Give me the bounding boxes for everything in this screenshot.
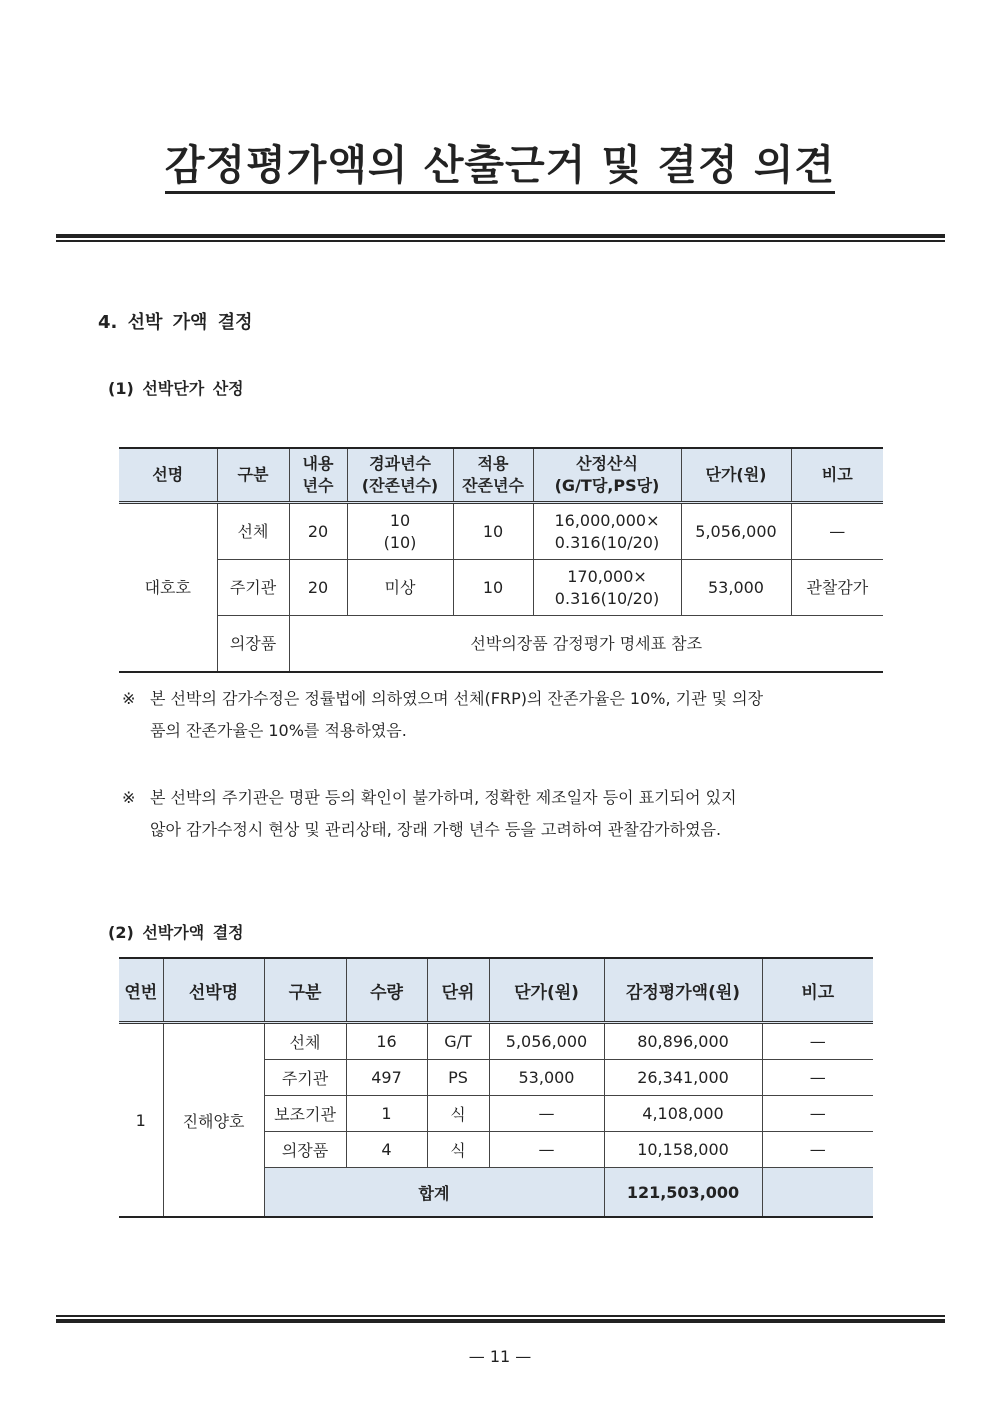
price-cell: —: [489, 1096, 604, 1132]
quantity-cell: 4: [346, 1132, 427, 1168]
header-unit-price: 단가(원): [681, 448, 791, 503]
header-formula: 산정산식 (G/T당,PS당): [533, 448, 681, 503]
note-cell: —: [762, 1096, 873, 1132]
header-no: 연번: [119, 958, 163, 1023]
note-main-engine: [122, 782, 884, 846]
category-cell: 주기관: [217, 560, 289, 616]
price-cell: 5,056,000: [489, 1023, 604, 1060]
note-mark: ※: [122, 788, 136, 807]
unit-cell: G/T: [427, 1023, 489, 1060]
page-number: — 11 —: [468, 1347, 532, 1366]
note-cell: 관찰감가: [791, 560, 883, 616]
quantity-cell: 497: [346, 1060, 427, 1096]
header-remarks: 비고: [791, 448, 883, 503]
category-cell: 의장품: [264, 1132, 346, 1168]
merged-reference-cell: 선박의장품 감정평가 명세표 참조: [289, 616, 883, 673]
table-row: [119, 616, 883, 673]
note-line: 품의 잔존가율은 10%를 적용하였음.: [150, 721, 407, 740]
total-note-cell: [762, 1168, 873, 1218]
header-quantity: 수량: [346, 958, 427, 1023]
header-applied-remaining: 적용 잔존년수: [453, 448, 533, 503]
note-mark: ※: [122, 689, 136, 708]
table-row: [119, 560, 883, 616]
category-cell: 의장품: [217, 616, 289, 673]
header-elapsed-years: 경과년수 (잔존년수): [347, 448, 453, 503]
header-useful-life: 내용 년수: [289, 448, 347, 503]
quantity-cell: 1: [346, 1096, 427, 1132]
page-title: 감정평가액의 산출근거 및 결정 의견: [0, 132, 1000, 191]
amount-cell: 10,158,000: [604, 1132, 762, 1168]
elapsed-cell: 10 (10): [347, 503, 453, 560]
table-header-row: [119, 958, 873, 1023]
vessel-name-cell: 대호호: [119, 503, 217, 673]
header-unit: 단위: [427, 958, 489, 1023]
unit-cell: 식: [427, 1096, 489, 1132]
header-vessel-name: 선박명: [163, 958, 264, 1023]
row-number-cell: 1: [119, 1023, 163, 1218]
note-line: 않아 감가수정시 현상 및 관리상태, 장래 가행 년수 등을 고려하여 관찰감가하였음.: [150, 820, 722, 839]
amount-cell: 26,341,000: [604, 1060, 762, 1096]
formula-cell: 170,000× 0.316(10/20): [533, 560, 681, 616]
price-cell: 53,000: [681, 560, 791, 616]
valuation-table: [119, 957, 873, 1218]
price-cell: 5,056,000: [681, 503, 791, 560]
applied-cell: 10: [453, 503, 533, 560]
header-appraised-value: 감정평가액(원): [604, 958, 762, 1023]
life-cell: 20: [289, 560, 347, 616]
bottom-divider: [56, 1315, 945, 1323]
table-header-row: [119, 448, 883, 503]
section-heading: 4. 선박 가액 결정: [98, 312, 253, 333]
unit-price-table: [119, 447, 883, 673]
note-line: 본 선박의 주기관은 명판 등의 확인이 불가하며, 정확한 제조일자 등이 표기되어 있지: [150, 788, 737, 807]
category-cell: 선체: [264, 1023, 346, 1060]
total-amount-cell: 121,503,000: [604, 1168, 762, 1218]
category-cell: 선체: [217, 503, 289, 560]
formula-cell: 16,000,000× 0.316(10/20): [533, 503, 681, 560]
vessel-name-cell: 진해양호: [163, 1023, 264, 1218]
unit-cell: PS: [427, 1060, 489, 1096]
elapsed-cell: 미상: [347, 560, 453, 616]
note-cell: —: [762, 1023, 873, 1060]
life-cell: 20: [289, 503, 347, 560]
note-cell: —: [762, 1060, 873, 1096]
note-cell: —: [791, 503, 883, 560]
subsection-heading-valuation: (2) 선박가액 결정: [108, 923, 244, 942]
header-remarks: 비고: [762, 958, 873, 1023]
price-cell: 53,000: [489, 1060, 604, 1096]
top-divider: [56, 234, 945, 242]
price-cell: —: [489, 1132, 604, 1168]
header-category: 구분: [264, 958, 346, 1023]
header-unit-price: 단가(원): [489, 958, 604, 1023]
note-line: 본 선박의 감가수정은 정률법에 의하였으며 선체(FRP)의 잔존가율은 10%, 기관 및 의장: [150, 689, 764, 708]
table-row: [119, 1023, 873, 1060]
note-cell: —: [762, 1132, 873, 1168]
header-vessel-name: 선명: [119, 448, 217, 503]
note-depreciation: [122, 683, 884, 747]
category-cell: 보조기관: [264, 1096, 346, 1132]
table-row: [119, 503, 883, 560]
amount-cell: 4,108,000: [604, 1096, 762, 1132]
quantity-cell: 16: [346, 1023, 427, 1060]
header-category: 구분: [217, 448, 289, 503]
category-cell: 주기관: [264, 1060, 346, 1096]
applied-cell: 10: [453, 560, 533, 616]
total-label-cell: 합계: [264, 1168, 604, 1218]
subsection-heading-unit-price: (1) 선박단가 산정: [108, 379, 244, 398]
amount-cell: 80,896,000: [604, 1023, 762, 1060]
unit-cell: 식: [427, 1132, 489, 1168]
